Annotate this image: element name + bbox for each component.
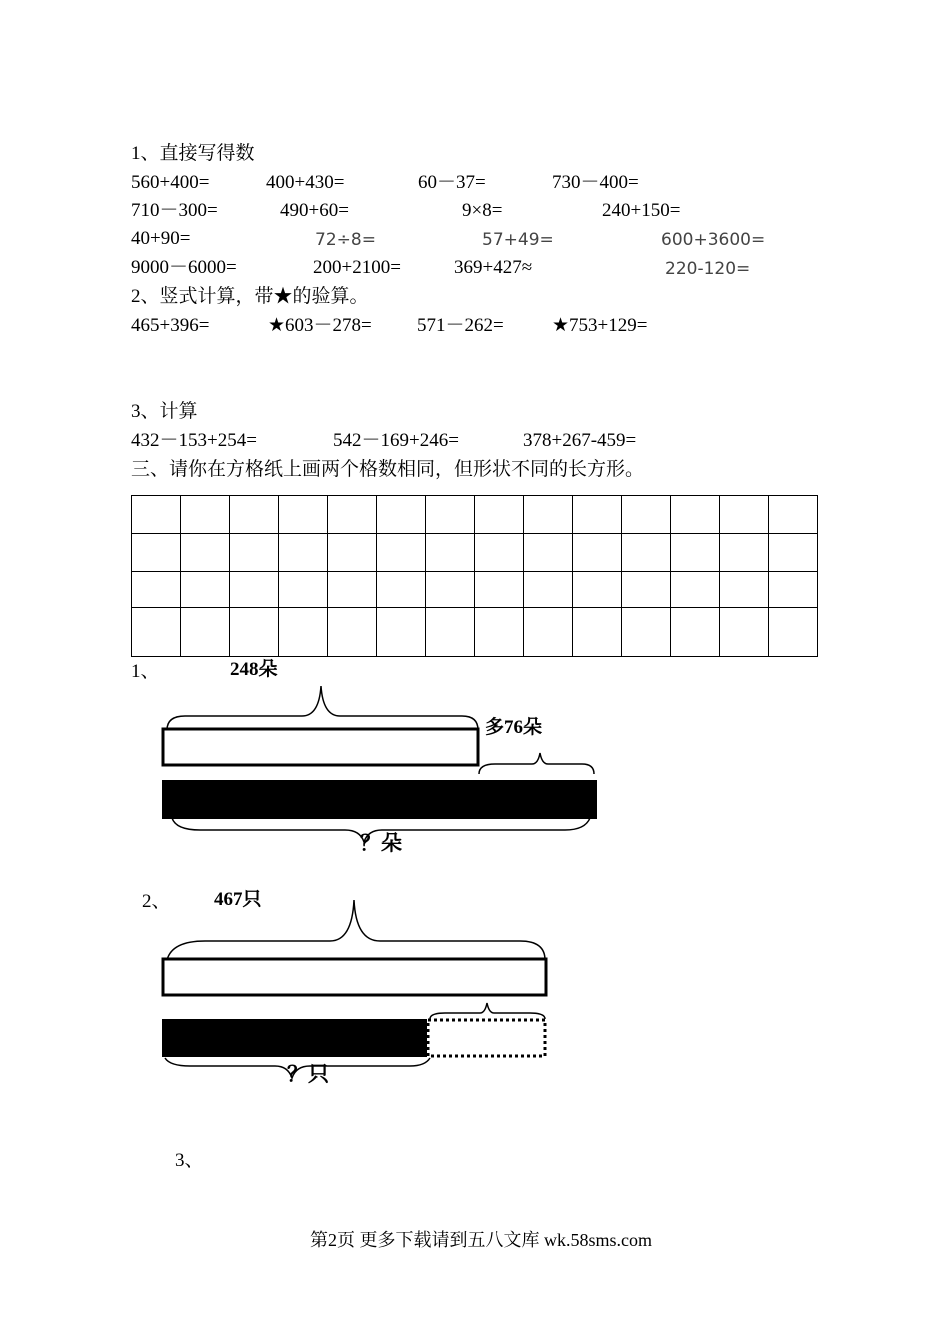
section1-title: 1、直接写得数 [131,143,255,164]
calc-item: 9000－6000= [131,257,237,278]
diagram2-question-label: ？只 [287,1062,329,1086]
vertical-calc-item: 571－262= [417,315,504,336]
diagram1-diff-brace [479,753,594,774]
mixed-calc-item: 542－169+246= [333,430,459,451]
diagram1-number: 1、 [131,661,160,682]
diagram2-small-brace [430,1003,545,1019]
calc-item: 72÷8= [315,230,376,250]
calc-item: 490+60= [280,200,349,221]
diagram2-number: 2、 [142,891,171,912]
calc-item: 220-120= [665,259,751,279]
diagram2-dotted-bar [428,1020,545,1056]
diagram1-top-label: 248朵 [230,659,278,680]
calc-item: 57+49= [482,230,554,250]
vertical-calc-item: ★603－278= [268,315,372,336]
diagram2-top-label: 467只 [214,889,262,910]
calc-item: 600+3600= [661,230,766,250]
diagram1-top-brace [167,686,478,730]
section3-title: 3、计算 [131,401,198,422]
calc-item: 240+150= [602,200,681,221]
vertical-calc-item: 465+396= [131,315,210,336]
calc-item: 40+90= [131,228,191,249]
vertical-calc-item: ★753+129= [552,315,648,336]
diagram2-black-bar [162,1019,427,1057]
section4-title: 三、请你在方格纸上画两个格数相同，但形状不同的长方形。 [131,459,645,480]
diagram1-diff-label: 多76朵 [485,717,543,738]
diagram1-bottom-brace [172,818,590,842]
diagram3-number: 3、 [175,1150,204,1171]
mixed-calc-item: 432－153+254= [131,430,257,451]
diagram2-white-bar [163,959,546,995]
calc-item: 9×8= [462,200,503,221]
calc-item: 369+427≈ [454,257,533,278]
calc-item: 400+430= [266,172,345,193]
page-footer: 第2页 更多下载请到五八文库 wk.58sms.com [310,1230,652,1250]
calc-item: 710－300= [131,200,218,221]
calc-item: 60－37= [418,172,486,193]
calc-item: 730－400= [552,172,639,193]
diagram1-black-bar [162,780,597,819]
calc-item: 560+400= [131,172,210,193]
section2-title: 2、竖式计算，带★的验算。 [131,286,369,307]
diagram1-question-label: ？朵 [360,831,402,855]
calc-item: 200+2100= [313,257,401,278]
diagram1-white-bar [163,729,478,765]
mixed-calc-item: 378+267-459= [523,430,637,451]
